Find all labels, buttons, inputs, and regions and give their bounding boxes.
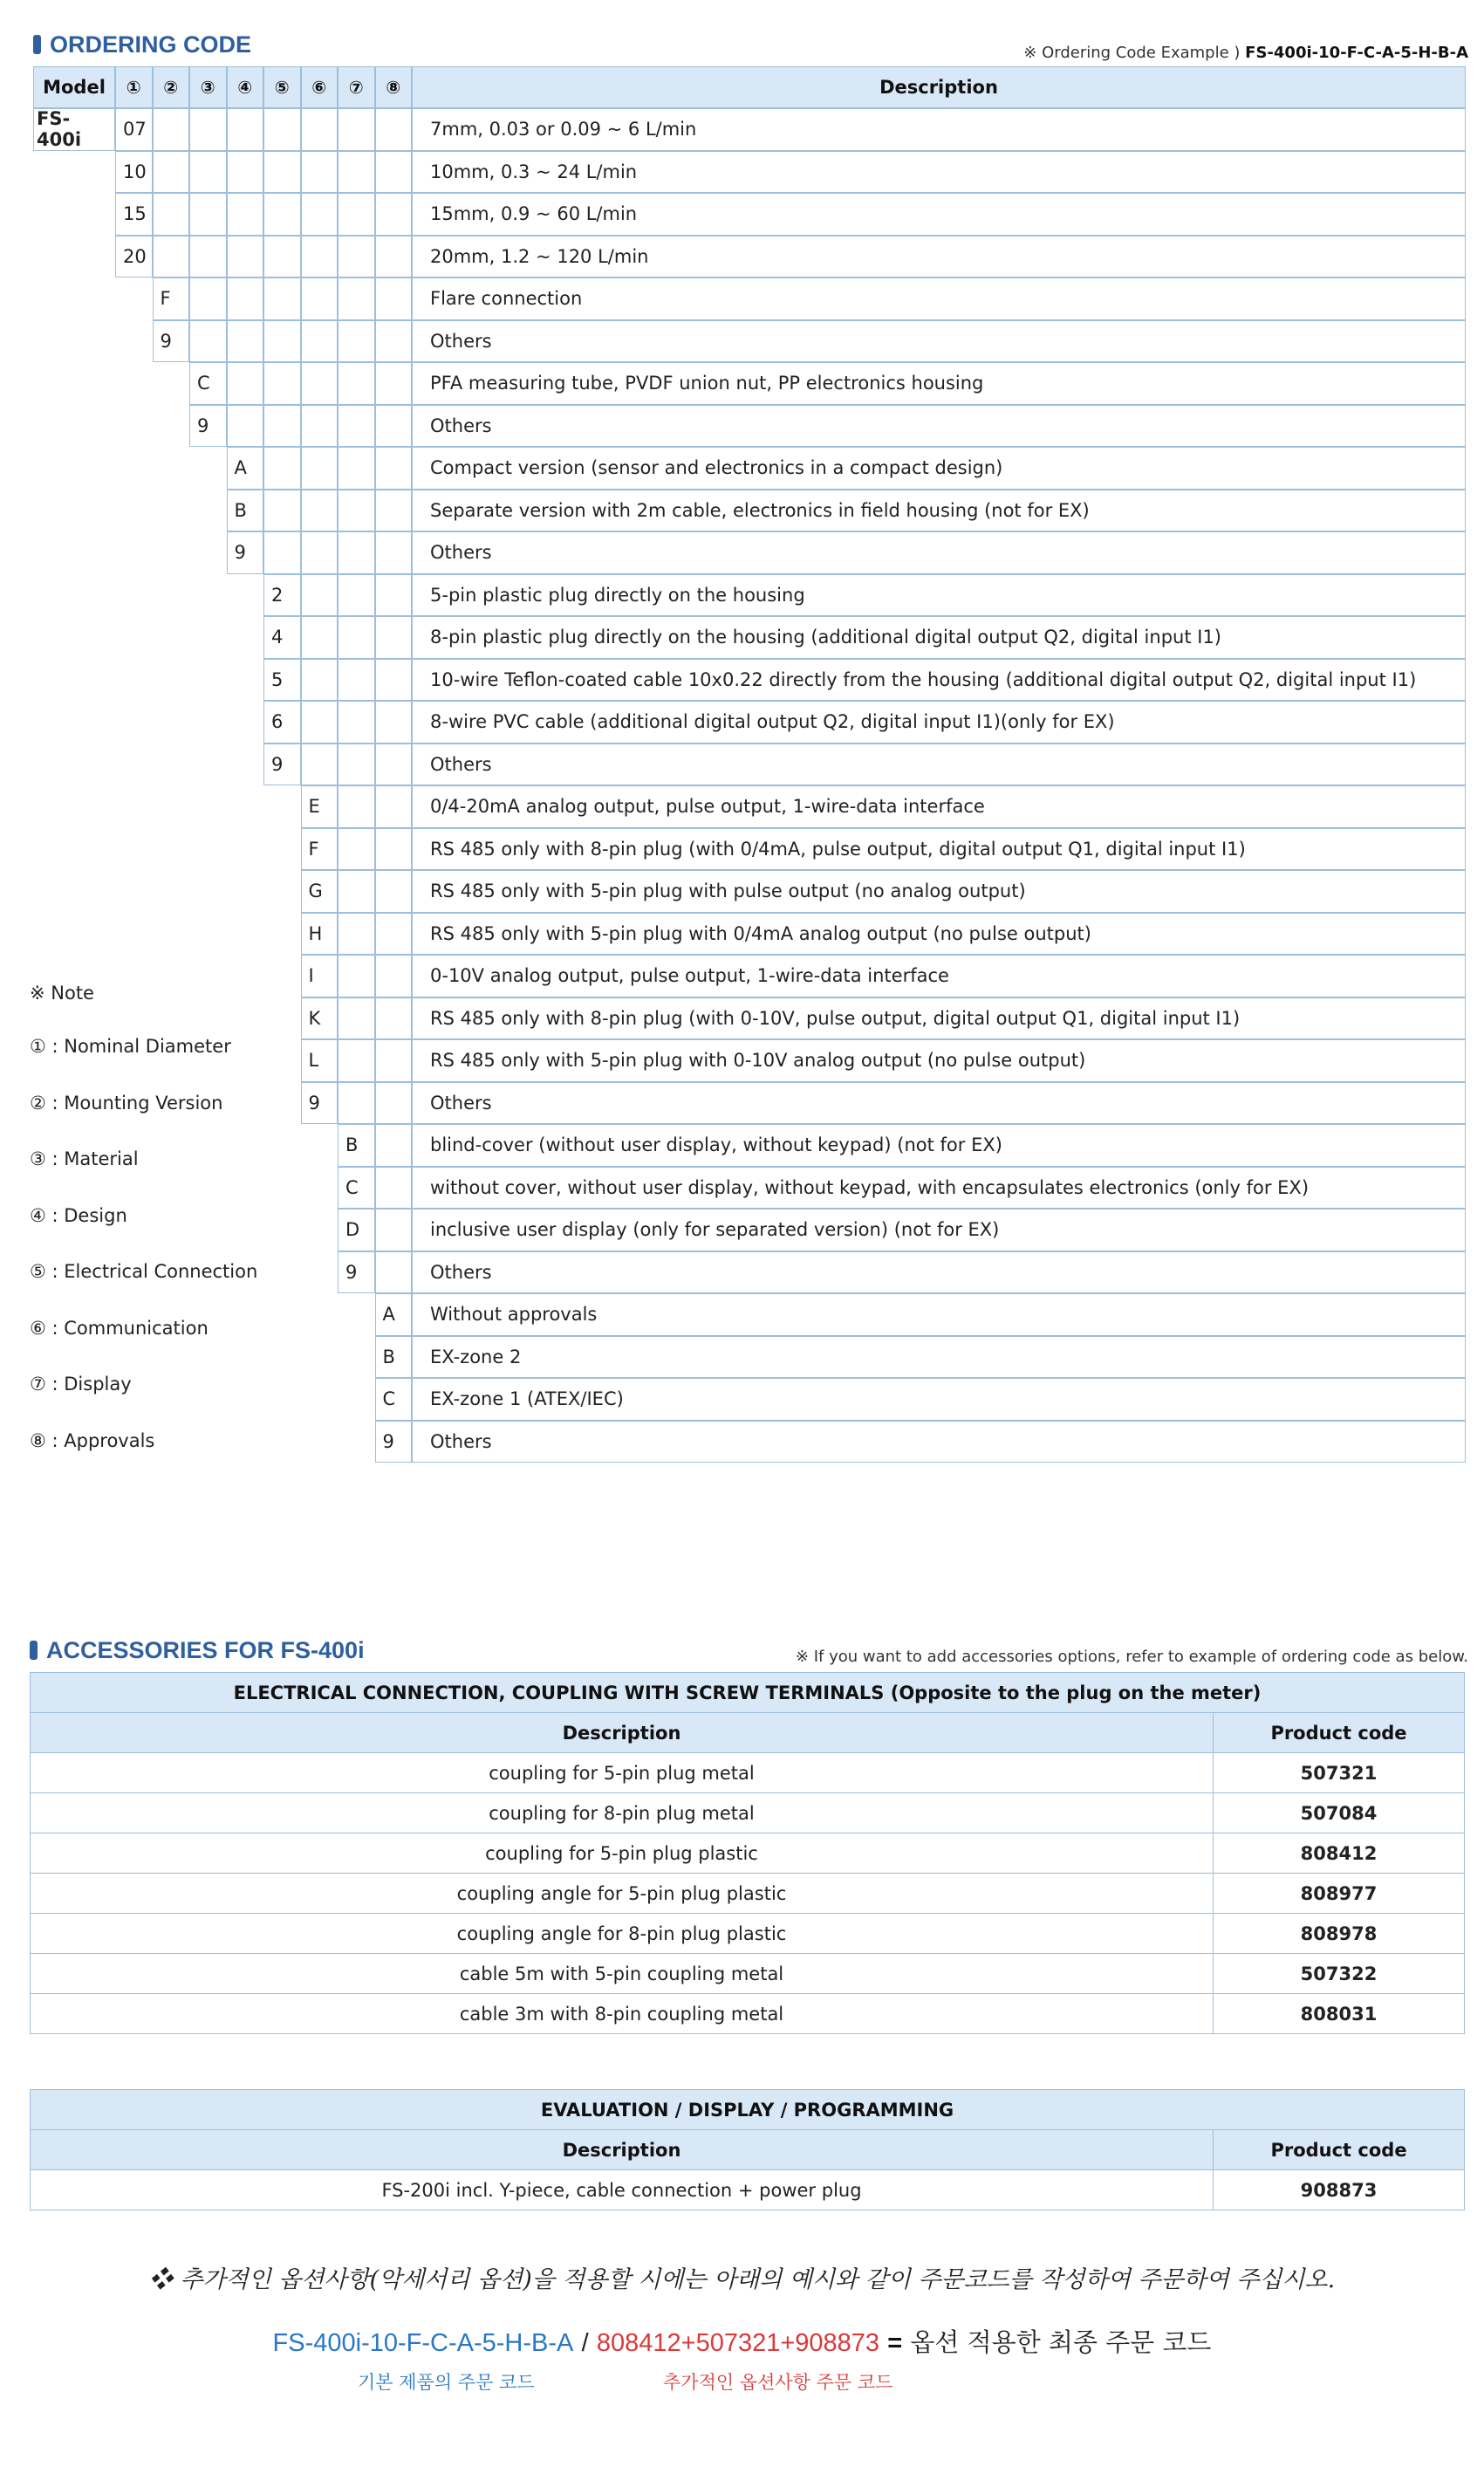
code-cell: 2 xyxy=(263,574,301,617)
empty-cell xyxy=(338,490,375,532)
note-item: ③ : Material xyxy=(30,1148,139,1169)
empty-cell xyxy=(338,785,375,828)
description-cell: RS 485 only with 8-pin plug (with 0/4mA, pulse output, digital output Q1, digital input I1) xyxy=(412,828,1466,871)
empty-cell xyxy=(338,616,375,659)
description-cell: 7mm, 0.03 or 0.09 ~ 6 L/min xyxy=(412,108,1466,151)
product-code: 808978 xyxy=(1214,1914,1465,1954)
empty-cell xyxy=(338,447,375,490)
empty-cell xyxy=(375,320,413,363)
empty-cell xyxy=(375,574,413,617)
empty-cell xyxy=(375,785,413,828)
code-cell: L xyxy=(301,1039,339,1082)
empty-cell xyxy=(338,1082,375,1125)
description-cell: Separate version with 2m cable, electronics in field housing (not for EX) xyxy=(412,490,1466,532)
column-header-description: Description xyxy=(31,1713,1214,1753)
empty-cell xyxy=(301,362,339,405)
code-cell: 9 xyxy=(263,744,301,786)
section-marker-icon xyxy=(33,35,41,54)
description-cell: 8-wire PVC cable (additional digital output Q2, digital input I1)(only for EX) xyxy=(412,701,1466,744)
code-cell: 9 xyxy=(338,1251,375,1294)
note-item: ④ : Design xyxy=(30,1204,127,1226)
empty-cell xyxy=(227,108,264,151)
description-cell: Others xyxy=(412,1421,1466,1463)
accessory-description: coupling for 5-pin plug metal xyxy=(31,1753,1214,1793)
equals-sign: = xyxy=(887,2329,903,2357)
description-cell: 5-pin plastic plug directly on the housing xyxy=(412,574,1466,617)
empty-cell xyxy=(301,320,339,363)
code-cell: F xyxy=(153,278,190,320)
empty-cell xyxy=(375,490,413,532)
notes-title: ※ Note xyxy=(30,983,94,1004)
description-cell: Others xyxy=(412,744,1466,786)
header-col-4: ④ xyxy=(227,66,264,108)
code-cell: E xyxy=(301,785,339,828)
description-cell: Others xyxy=(412,1082,1466,1125)
empty-cell xyxy=(338,320,375,363)
accessories-table-electrical xyxy=(30,1672,1465,2034)
ordering-code-title-text: ORDERING CODE xyxy=(50,31,252,58)
empty-cell xyxy=(189,193,227,236)
code-cell: A xyxy=(227,447,264,490)
product-code: 908873 xyxy=(1214,2170,1465,2210)
empty-cell xyxy=(338,278,375,320)
model-name: FS-400i xyxy=(33,108,115,151)
code-cell: 07 xyxy=(115,108,153,151)
empty-cell xyxy=(375,701,413,744)
empty-cell xyxy=(263,362,301,405)
empty-cell xyxy=(227,151,264,194)
accessory-description: coupling for 5-pin plug plastic xyxy=(31,1833,1214,1874)
empty-cell xyxy=(338,701,375,744)
empty-cell xyxy=(375,1209,413,1251)
empty-cell xyxy=(301,405,339,448)
table-row xyxy=(31,1833,1465,1874)
code-cell: 20 xyxy=(115,236,153,278)
empty-cell xyxy=(301,193,339,236)
code-cell: C xyxy=(375,1378,413,1421)
description-cell: 20mm, 1.2 ~ 120 L/min xyxy=(412,236,1466,278)
empty-cell xyxy=(263,531,301,574)
description-cell: PFA measuring tube, PVDF union nut, PP electronics housing xyxy=(412,362,1466,405)
product-code: 808977 xyxy=(1214,1874,1465,1914)
code-cell: 9 xyxy=(375,1421,413,1463)
column-header-description: Description xyxy=(31,2130,1214,2170)
empty-cell xyxy=(338,151,375,194)
code-separator: / xyxy=(581,2329,589,2357)
ordering-code-example xyxy=(1023,44,1468,62)
empty-cell xyxy=(227,193,264,236)
code-cell: C xyxy=(338,1167,375,1210)
section-marker-icon xyxy=(30,1641,38,1660)
code-cell: I xyxy=(301,955,339,997)
accessory-description: FS-200i incl. Y-piece, cable connection + power plug xyxy=(31,2170,1214,2210)
final-code-label: 옵션 적용한 최종 주문 코드 xyxy=(910,2327,1212,2357)
empty-cell xyxy=(338,828,375,871)
description-cell: Others xyxy=(412,405,1466,448)
note-item: ⑥ : Communication xyxy=(30,1317,209,1339)
code-cell: 10 xyxy=(115,151,153,194)
description-cell: RS 485 only with 5-pin plug with 0/4mA analog output (no pulse output) xyxy=(412,913,1466,956)
empty-cell xyxy=(338,531,375,574)
accessory-description: coupling for 8-pin plug metal xyxy=(31,1793,1214,1833)
description-cell: EX-zone 1 (ATEX/IEC) xyxy=(412,1378,1466,1421)
description-cell: Others xyxy=(412,1251,1466,1294)
accessory-description: coupling angle for 8-pin plug plastic xyxy=(31,1914,1214,1954)
description-cell: RS 485 only with 8-pin plug (with 0-10V, pulse output, digital output Q1, digital input I1) xyxy=(412,997,1466,1040)
header-col-2: ② xyxy=(153,66,190,108)
empty-cell xyxy=(301,531,339,574)
accessory-description: cable 3m with 8-pin coupling metal xyxy=(31,1994,1214,2034)
empty-cell xyxy=(338,997,375,1040)
table-title: EVALUATION / DISPLAY / PROGRAMMING xyxy=(31,2090,1465,2130)
product-code: 808031 xyxy=(1214,1994,1465,2034)
empty-cell xyxy=(375,1039,413,1082)
empty-cell xyxy=(338,574,375,617)
table-row xyxy=(31,2170,1465,2210)
code-cell: 9 xyxy=(153,320,190,363)
empty-cell xyxy=(338,236,375,278)
accessory-code-caption: 추가적인 옵션사항 주문 코드 xyxy=(663,2372,893,2393)
empty-cell xyxy=(375,659,413,702)
note-item: ② : Mounting Version xyxy=(30,1092,223,1114)
description-cell: EX-zone 2 xyxy=(412,1336,1466,1379)
empty-cell xyxy=(301,659,339,702)
empty-cell xyxy=(338,659,375,702)
accessories-note: ※ If you want to add accessories options, refer to example of ordering code as below. xyxy=(795,1648,1468,1666)
note-item: ⑦ : Display xyxy=(30,1374,132,1395)
description-cell: RS 485 only with 5-pin plug with 0-10V analog output (no pulse output) xyxy=(412,1039,1466,1082)
empty-cell xyxy=(375,362,413,405)
note-item: ① : Nominal Diameter xyxy=(30,1036,231,1057)
code-cell: K xyxy=(301,997,339,1040)
empty-cell xyxy=(263,320,301,363)
header-col-5: ⑤ xyxy=(263,66,301,108)
empty-cell xyxy=(375,236,413,278)
accessories-title xyxy=(30,1637,365,1664)
empty-cell xyxy=(375,531,413,574)
accessory-description: cable 5m with 5-pin coupling metal xyxy=(31,1954,1214,1994)
note-item: ⑤ : Electrical Connection xyxy=(30,1261,258,1282)
final-code-example xyxy=(0,2323,1484,2359)
base-code-caption: 기본 제품의 주문 코드 xyxy=(358,2372,535,2393)
description-cell: blind-cover (without user display, without keypad) (not for EX) xyxy=(412,1124,1466,1167)
example-label: ※ Ordering Code Example ) xyxy=(1023,44,1241,62)
description-cell: 10mm, 0.3 ~ 24 L/min xyxy=(412,151,1466,194)
table-row xyxy=(31,1793,1465,1833)
empty-cell xyxy=(338,405,375,448)
empty-cell xyxy=(375,1251,413,1294)
description-cell: 15mm, 0.9 ~ 60 L/min xyxy=(412,193,1466,236)
empty-cell xyxy=(301,490,339,532)
empty-cell xyxy=(153,193,190,236)
description-cell: Others xyxy=(412,320,1466,363)
code-cell: 5 xyxy=(263,659,301,702)
code-cell: B xyxy=(338,1124,375,1167)
empty-cell xyxy=(375,828,413,871)
code-cell: H xyxy=(301,913,339,956)
accessory-description: coupling angle for 5-pin plug plastic xyxy=(31,1874,1214,1914)
empty-cell xyxy=(189,108,227,151)
accessories-title-text: ACCESSORIES FOR FS-400i xyxy=(46,1637,365,1663)
empty-cell xyxy=(263,193,301,236)
empty-cell xyxy=(375,1124,413,1167)
base-order-code: FS-400i-10-F-C-A-5-H-B-A xyxy=(272,2329,574,2357)
description-cell: Without approvals xyxy=(412,1293,1466,1336)
empty-cell xyxy=(338,362,375,405)
empty-cell xyxy=(153,108,190,151)
order-instruction: ❖ 추가적인 옵션사항(악세서리 옵션)을 적용할 시에는 아래의 예시와 같이 주문코드를 작성하여 주문하여 주십시오. xyxy=(148,2266,1336,2293)
note-item: ⑧ : Approvals xyxy=(30,1429,155,1451)
table-row xyxy=(31,1994,1465,2034)
ordering-code-title xyxy=(33,31,251,58)
product-code: 507084 xyxy=(1214,1793,1465,1833)
code-cell: D xyxy=(338,1209,375,1251)
product-code: 507321 xyxy=(1214,1753,1465,1793)
description-cell: Others xyxy=(412,531,1466,574)
code-cell: 9 xyxy=(301,1082,339,1125)
empty-cell xyxy=(375,405,413,448)
description-cell: 8-pin plastic plug directly on the housing (additional digital output Q2, digital input I1) xyxy=(412,616,1466,659)
empty-cell xyxy=(263,405,301,448)
empty-cell xyxy=(263,490,301,532)
header-model: Model xyxy=(33,66,115,108)
header-col-3: ③ xyxy=(189,66,227,108)
empty-cell xyxy=(189,236,227,278)
code-cell: C xyxy=(189,362,227,405)
empty-cell xyxy=(189,320,227,363)
description-cell: without cover, without user display, without keypad, with encapsulates electronics (only for EX) xyxy=(412,1167,1466,1210)
empty-cell xyxy=(375,1167,413,1210)
code-cell: 9 xyxy=(189,405,227,448)
empty-cell xyxy=(227,236,264,278)
empty-cell xyxy=(375,193,413,236)
empty-cell xyxy=(301,744,339,786)
description-cell: 0-10V analog output, pulse output, 1-wire-data interface xyxy=(412,955,1466,997)
empty-cell xyxy=(189,151,227,194)
header-col-8: ⑧ xyxy=(375,66,413,108)
empty-cell xyxy=(375,1082,413,1125)
column-header-product-code: Product code xyxy=(1214,2130,1465,2170)
empty-cell xyxy=(263,278,301,320)
empty-cell xyxy=(263,151,301,194)
empty-cell xyxy=(301,108,339,151)
header-col-1: ① xyxy=(115,66,153,108)
empty-cell xyxy=(375,151,413,194)
description-cell: Flare connection xyxy=(412,278,1466,320)
code-cell: F xyxy=(301,828,339,871)
code-cell: B xyxy=(227,490,264,532)
empty-cell xyxy=(263,108,301,151)
code-cell: G xyxy=(301,870,339,913)
empty-cell xyxy=(189,278,227,320)
table-row xyxy=(31,1874,1465,1914)
column-header-product-code: Product code xyxy=(1214,1713,1465,1753)
empty-cell xyxy=(338,193,375,236)
table-title: ELECTRICAL CONNECTION, COUPLING WITH SCREW TERMINALS (Opposite to the plug on the meter) xyxy=(31,1673,1465,1713)
description-cell: 10-wire Teflon-coated cable 10x0.22 directly from the housing (additional digital output Q2, digital input I1) xyxy=(412,659,1466,702)
empty-cell xyxy=(375,997,413,1040)
empty-cell xyxy=(301,701,339,744)
table-row xyxy=(31,1753,1465,1793)
empty-cell xyxy=(153,151,190,194)
empty-cell xyxy=(227,320,264,363)
empty-cell xyxy=(301,151,339,194)
example-code: FS-400i-10-F-C-A-5-H-B-A xyxy=(1245,44,1468,62)
empty-cell xyxy=(375,913,413,956)
code-cell: 9 xyxy=(227,531,264,574)
empty-cell xyxy=(375,616,413,659)
empty-cell xyxy=(263,447,301,490)
empty-cell xyxy=(338,870,375,913)
empty-cell xyxy=(338,955,375,997)
empty-cell xyxy=(375,955,413,997)
code-cell: B xyxy=(375,1336,413,1379)
code-cell: A xyxy=(375,1293,413,1336)
empty-cell xyxy=(227,362,264,405)
code-cell: 15 xyxy=(115,193,153,236)
empty-cell xyxy=(263,236,301,278)
description-cell: 0/4-20mA analog output, pulse output, 1-wire-data interface xyxy=(412,785,1466,828)
accessory-order-code: 808412+507321+908873 xyxy=(596,2329,880,2357)
empty-cell xyxy=(338,913,375,956)
header-description: Description xyxy=(412,66,1466,108)
code-cell: 4 xyxy=(263,616,301,659)
header-col-6: ⑥ xyxy=(301,66,339,108)
empty-cell xyxy=(375,108,413,151)
code-cell: 6 xyxy=(263,701,301,744)
empty-cell xyxy=(375,447,413,490)
description-cell: inclusive user display (only for separated version) (not for EX) xyxy=(412,1209,1466,1251)
product-code: 507322 xyxy=(1214,1954,1465,1994)
header-col-7: ⑦ xyxy=(338,66,375,108)
empty-cell xyxy=(227,405,264,448)
empty-cell xyxy=(375,744,413,786)
accessories-table-evaluation xyxy=(30,2089,1465,2210)
empty-cell xyxy=(338,744,375,786)
table-row xyxy=(31,1914,1465,1954)
empty-cell xyxy=(338,1039,375,1082)
empty-cell xyxy=(301,616,339,659)
empty-cell xyxy=(375,278,413,320)
empty-cell xyxy=(227,278,264,320)
description-cell: Compact version (sensor and electronics in a compact design) xyxy=(412,447,1466,490)
empty-cell xyxy=(338,108,375,151)
empty-cell xyxy=(301,236,339,278)
empty-cell xyxy=(153,236,190,278)
empty-cell xyxy=(301,278,339,320)
empty-cell xyxy=(375,870,413,913)
table-row xyxy=(31,1954,1465,1994)
product-code: 808412 xyxy=(1214,1833,1465,1874)
description-cell: RS 485 only with 5-pin plug with pulse output (no analog output) xyxy=(412,870,1466,913)
empty-cell xyxy=(301,574,339,617)
empty-cell xyxy=(301,447,339,490)
